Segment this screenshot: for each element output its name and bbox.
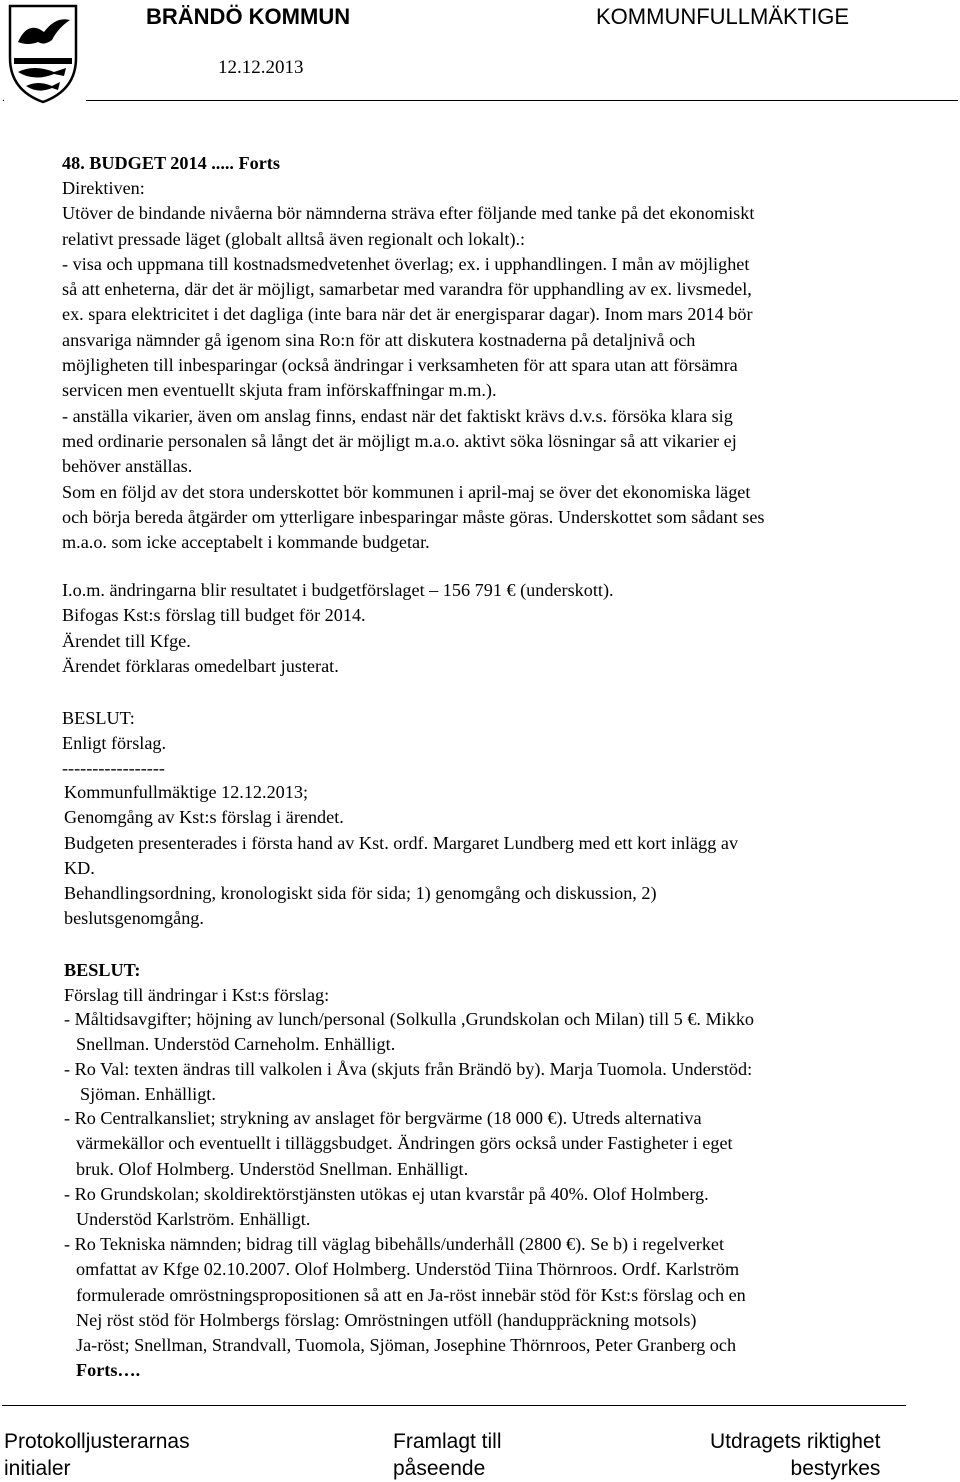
- footer-initials-label: Protokolljusterarnas initialer: [4, 1430, 190, 1480]
- amendment-item: [64, 1057, 752, 1108]
- continued-marker: Forts….: [76, 1360, 141, 1380]
- text-line: värmekällor och eventuellt i tilläggsbudget. Ändringen görs också under Fastigheter i eget: [76, 1133, 733, 1154]
- municipality-name: BRÄNDÖ KOMMUN: [146, 4, 351, 29]
- text-line: formulerade omröstningspropositionen så att en Ja-röst innebär stöd för Kst:s förslag och en: [76, 1284, 746, 1305]
- directive-paragraph: [62, 176, 765, 555]
- text-line: I.o.m. ändringarna blir resultatet i budgetförslaget – 156 791 € (underskott).: [62, 580, 614, 600]
- footer-divider: [2, 1405, 906, 1406]
- text-line: Kommunfullmäktige 12.12.2013;: [64, 782, 308, 802]
- text-line: Bifogas Kst:s förslag till budget för 2014.: [62, 605, 366, 626]
- text-line: omfattat av Kfge 02.10.2007. Olof Holmberg. Understöd Tiina Thörnroos. Ordf. Karlström: [76, 1259, 740, 1280]
- text-line: Ärendet till Kfge.: [62, 630, 191, 651]
- text-line: Som en följd av det stora underskottet bör kommunen i april-maj se över det ekonomiska läget: [62, 481, 751, 502]
- decision-label: BESLUT:: [64, 960, 141, 980]
- text-line: Behandlingsordning, kronologiskt sida för sida; 1) genomgång och diskussion, 2): [64, 883, 657, 904]
- text-line: Ja-röst; Snellman, Strandvall, Tuomola, Sjöman, Josephine Thörnroos, Peter Granberg och: [76, 1335, 737, 1356]
- text-line: servicen men eventuellt skjuta fram införskaffningar m.m.).: [62, 380, 497, 401]
- meeting-date: 12.12.2013: [218, 57, 304, 78]
- text-line: - Ro Centralkansliet; strykning av anslaget för bergvärme (18 000 €). Utreds alternativa: [64, 1108, 702, 1128]
- budget-summary: [62, 578, 614, 679]
- text-line: Snellman. Understöd Carneholm. Enhälligt.: [76, 1034, 396, 1055]
- text-line: ex. spara elektricitet i det dagliga (inte bara när det är energisparar dagar). Inom mars 2014 bör: [62, 304, 753, 325]
- footer-display-label: Framlagt till påseende: [393, 1430, 502, 1480]
- text-line: - Måltidsavgifter; höjning av lunch/personal (Solkulla ,Grundskolan och Milan) till 5 €. Mikko: [64, 1009, 755, 1029]
- text-line: Nej röst stöd för Holmbergs förslag: Omröstningen utföll (handuppräckning motsols): [76, 1309, 697, 1330]
- text-line: bruk. Olof Holmberg. Understöd Snellman. Enhälligt.: [76, 1158, 469, 1179]
- decision-label: BESLUT:: [62, 708, 135, 728]
- decision-text: Enligt förslag.: [62, 733, 167, 753]
- amendment-item: [64, 1007, 754, 1058]
- decision-intro: Förslag till ändringar i Kst:s förslag:: [64, 985, 330, 1005]
- header-divider: [86, 100, 958, 101]
- municipal-coat-of-arms-icon: [4, 2, 82, 104]
- text-line: - Ro Grundskolan; skoldirektörstjänsten utökas ej utan kvarstår på 40%. Olof Holmberg.: [64, 1184, 709, 1204]
- text-line: - anställa vikarier, även om anslag finns, endast när det faktiskt krävs d.v.s. försöka klara sig: [62, 405, 733, 426]
- document-category: KOMMUNFULLMÄKTIGE: [596, 4, 850, 29]
- header-mark: .: [2, 90, 5, 104]
- text-line: - Ro Tekniska nämnden; bidrag till väglag bibehålls/underhåll (2800 €). Se b) i regelverket: [64, 1234, 725, 1254]
- amendment-item: [64, 1182, 709, 1233]
- text-line: - visa och uppmana till kostnadsmedvetenhet överlag; ex. i upphandlingen. I mån av möjlighet: [62, 253, 750, 274]
- text-line: Sjöman. Enhälligt.: [80, 1084, 216, 1105]
- text-line: Understöd Karlström. Enhälligt.: [76, 1209, 311, 1230]
- text-line: m.a.o. som icke acceptabelt i kommande budgetar.: [62, 532, 430, 553]
- section-title: 48. BUDGET 2014 ..... Forts: [62, 153, 280, 173]
- text-line: KD.: [64, 857, 95, 878]
- amendment-item: [64, 1232, 746, 1358]
- amendment-item: [64, 1106, 733, 1182]
- text-line: - Ro Val: texten ändras till valkolen i Åva (skjuts från Brändö by). Marja Tuomola. Understöd:: [64, 1059, 753, 1079]
- text-line: och börja bereda åtgärder om ytterligare inbesparingar måste göras. Underskottet som sådant ses: [62, 506, 765, 527]
- text-line: Genomgång av Kst:s förslag i ärendet.: [64, 807, 344, 828]
- separator-line: -----------------: [62, 758, 165, 778]
- text-line: med ordinarie personalen så långt det är möjligt m.a.o. aktivt söka lösningar så att vikarier ej: [62, 430, 737, 451]
- text-line: beslutsgenomgång.: [64, 908, 204, 929]
- text-line: Ärendet förklaras omedelbart justerat.: [62, 655, 339, 676]
- text-line: möjligheten till inbesparingar (också ändringar i verksamheten för att spara utan att försämra: [62, 355, 738, 376]
- footer-certification-label: Utdragets riktighet bestyrkes: [710, 1430, 881, 1480]
- text-line: Direktiven:: [62, 178, 145, 198]
- text-line: så att enheterna, där det är möjligt, samarbetar med varandra för upphandling av ex. livsmedel,: [62, 279, 752, 300]
- meeting-notes: [64, 780, 738, 932]
- text-line: relativt pressade läget (globalt alltså även regionalt och lokalt).:: [62, 228, 526, 249]
- text-line: behöver anställas.: [62, 456, 193, 477]
- text-line: Utöver de bindande nivåerna bör nämnderna sträva efter följande med tanke på det ekonomiskt: [62, 203, 755, 224]
- text-line: Budgeten presenterades i första hand av Kst. ordf. Margaret Lundberg med ett kort inlägg av: [64, 832, 739, 853]
- text-line: ansvariga nämnder gå igenom sina Ro:n för att diskutera kostnaderna på detaljnivå och: [62, 329, 696, 350]
